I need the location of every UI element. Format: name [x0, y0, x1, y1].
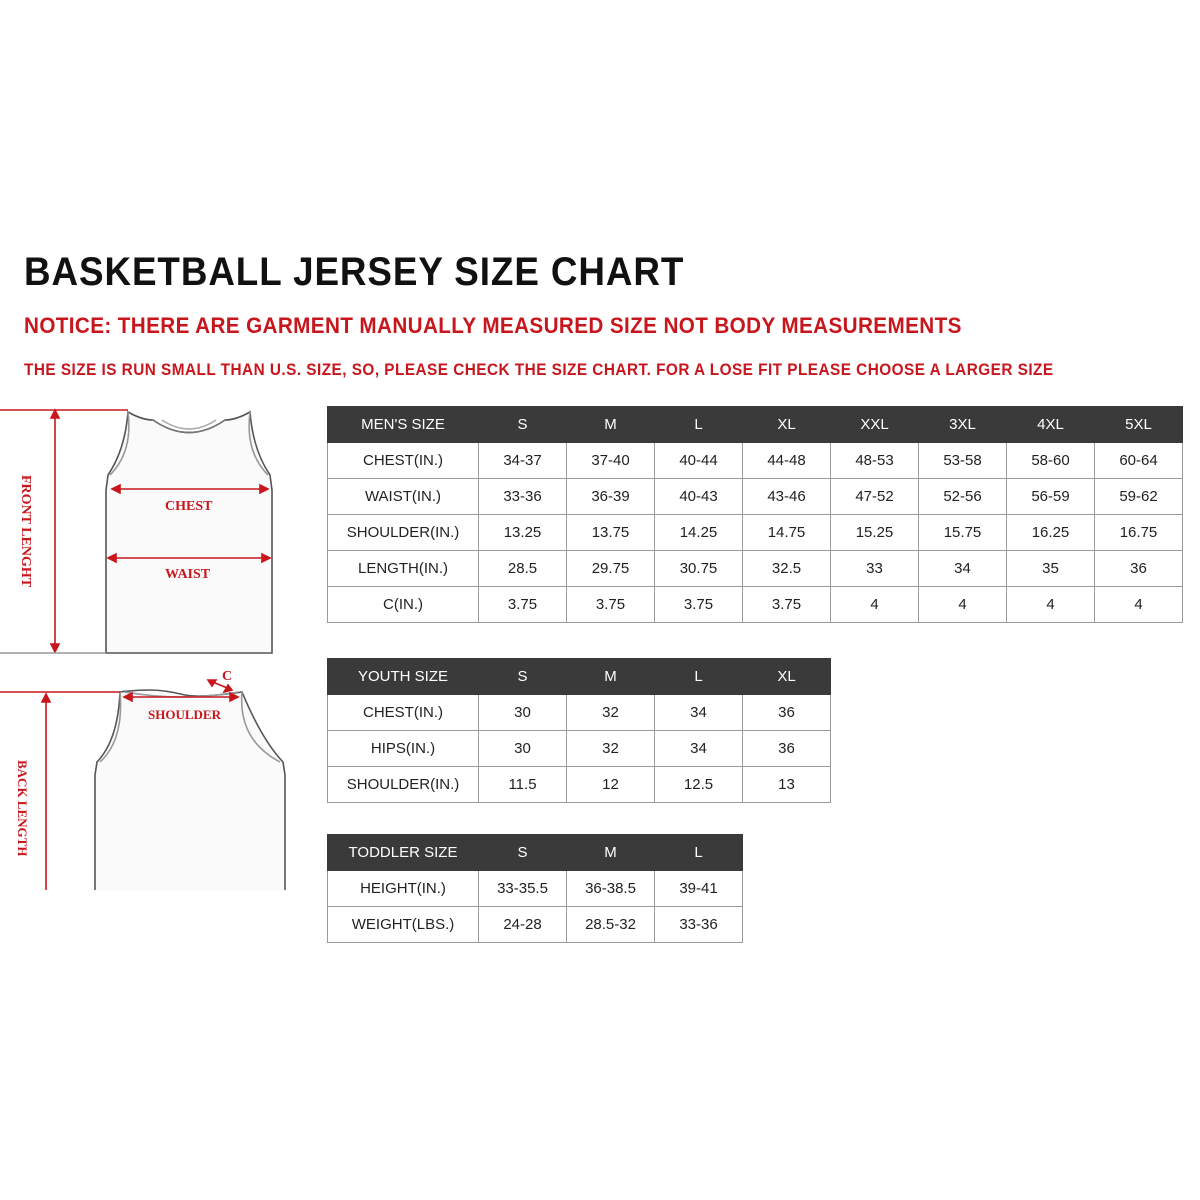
row-label: CHEST(IN.) — [328, 695, 479, 731]
table-cell: 56-59 — [1007, 479, 1095, 515]
table-cell: 43-46 — [743, 479, 831, 515]
table-cell: 13.25 — [479, 515, 567, 551]
table-cell: 15.25 — [831, 515, 919, 551]
table-cell: 3.75 — [655, 587, 743, 623]
waist-label: WAIST — [165, 567, 211, 582]
table-cell: 28.5-32 — [567, 907, 655, 943]
header-cell: XXL — [831, 407, 919, 443]
size-advice-text: THE SIZE IS RUN SMALL THAN U.S. SIZE, SO, PLEASE CHECK THE SIZE CHART. FOR A LOSE FIT PLEASE CHOOSE A LARGER SIZE — [24, 361, 1054, 379]
table-cell: 48-53 — [831, 443, 919, 479]
front-length-label: FRONT LENGHT — [18, 475, 33, 588]
header-cell: XL — [743, 407, 831, 443]
notice-text: NOTICE: THERE ARE GARMENT MANUALLY MEASURED SIZE NOT BODY MEASUREMENTS — [24, 313, 962, 338]
table-cell: 16.25 — [1007, 515, 1095, 551]
header-cell: S — [479, 659, 567, 695]
chest-label: CHEST — [165, 499, 213, 514]
table-cell: 24-28 — [479, 907, 567, 943]
row-label: SHOULDER(IN.) — [328, 767, 479, 803]
table-cell: 14.25 — [655, 515, 743, 551]
header-cell: TODDLER SIZE — [328, 835, 479, 871]
header-cell: M — [567, 835, 655, 871]
table-cell: 33-36 — [655, 907, 743, 943]
jersey-diagram — [0, 390, 300, 890]
table-header-row — [328, 659, 831, 695]
table-row — [328, 479, 1183, 515]
table-cell: 36-39 — [567, 479, 655, 515]
table-cell: 36 — [743, 731, 831, 767]
mens-size-table — [327, 406, 1183, 623]
table-cell: 29.75 — [567, 551, 655, 587]
header-cell: M — [567, 659, 655, 695]
table-cell: 32.5 — [743, 551, 831, 587]
row-label: WEIGHT(LBS.) — [328, 907, 479, 943]
header-cell: M — [567, 407, 655, 443]
header-cell: L — [655, 407, 743, 443]
table-row — [328, 695, 831, 731]
table-cell: 34 — [655, 695, 743, 731]
header-cell: L — [655, 835, 743, 871]
header-cell: 3XL — [919, 407, 1007, 443]
header-cell: 4XL — [1007, 407, 1095, 443]
header-cell: 5XL — [1095, 407, 1183, 443]
row-label: HEIGHT(IN.) — [328, 871, 479, 907]
table-cell: 47-52 — [831, 479, 919, 515]
page-title: BASKETBALL JERSEY SIZE CHART — [24, 250, 685, 294]
table-cell: 3.75 — [743, 587, 831, 623]
table-cell: 4 — [831, 587, 919, 623]
table-cell: 32 — [567, 695, 655, 731]
table-cell: 33 — [831, 551, 919, 587]
table-cell: 15.75 — [919, 515, 1007, 551]
header-cell: XL — [743, 659, 831, 695]
table-cell: 59-62 — [1095, 479, 1183, 515]
row-label: WAIST(IN.) — [328, 479, 479, 515]
table-cell: 40-43 — [655, 479, 743, 515]
table-cell: 4 — [919, 587, 1007, 623]
table-cell: 3.75 — [567, 587, 655, 623]
shoulder-label: SHOULDER — [148, 707, 221, 722]
table-cell: 30.75 — [655, 551, 743, 587]
header-cell: L — [655, 659, 743, 695]
table-cell: 30 — [479, 731, 567, 767]
table-cell: 4 — [1095, 587, 1183, 623]
table-row — [328, 515, 1183, 551]
table-row — [328, 767, 831, 803]
table-cell: 52-56 — [919, 479, 1007, 515]
table-cell: 37-40 — [567, 443, 655, 479]
table-row — [328, 443, 1183, 479]
table-header-row — [328, 407, 1183, 443]
table-cell: 36 — [1095, 551, 1183, 587]
table-cell: 58-60 — [1007, 443, 1095, 479]
header-cell: S — [479, 835, 567, 871]
table-cell: 33-35.5 — [479, 871, 567, 907]
table-cell: 3.75 — [479, 587, 567, 623]
table-cell: 34 — [919, 551, 1007, 587]
table-cell: 39-41 — [655, 871, 743, 907]
table-cell: 30 — [479, 695, 567, 731]
table-cell: 32 — [567, 731, 655, 767]
table-cell: 14.75 — [743, 515, 831, 551]
table-cell: 36 — [743, 695, 831, 731]
table-cell: 13 — [743, 767, 831, 803]
table-cell: 44-48 — [743, 443, 831, 479]
table-cell: 13.75 — [567, 515, 655, 551]
table-cell: 53-58 — [919, 443, 1007, 479]
row-label: SHOULDER(IN.) — [328, 515, 479, 551]
table-row — [328, 731, 831, 767]
table-cell: 12 — [567, 767, 655, 803]
header-cell: MEN'S SIZE — [328, 407, 479, 443]
table-row — [328, 907, 743, 943]
front-jersey — [106, 412, 272, 653]
row-label: C(IN.) — [328, 587, 479, 623]
table-cell: 12.5 — [655, 767, 743, 803]
table-row — [328, 871, 743, 907]
table-cell: 4 — [1007, 587, 1095, 623]
table-cell: 34-37 — [479, 443, 567, 479]
header-cell: S — [479, 407, 567, 443]
toddler-size-table — [327, 834, 743, 943]
table-header-row — [328, 835, 743, 871]
table-row — [328, 587, 1183, 623]
row-label: HIPS(IN.) — [328, 731, 479, 767]
back-length-label: BACK LENGTH — [15, 760, 30, 857]
table-cell: 36-38.5 — [567, 871, 655, 907]
table-cell: 11.5 — [479, 767, 567, 803]
row-label: CHEST(IN.) — [328, 443, 479, 479]
row-label: LENGTH(IN.) — [328, 551, 479, 587]
table-cell: 33-36 — [479, 479, 567, 515]
table-cell: 35 — [1007, 551, 1095, 587]
table-cell: 28.5 — [479, 551, 567, 587]
table-cell: 60-64 — [1095, 443, 1183, 479]
table-cell: 16.75 — [1095, 515, 1183, 551]
youth-size-table — [327, 658, 831, 803]
table-cell: 34 — [655, 731, 743, 767]
c-label: C — [222, 669, 233, 684]
table-row — [328, 551, 1183, 587]
header-cell: YOUTH SIZE — [328, 659, 479, 695]
table-cell: 40-44 — [655, 443, 743, 479]
